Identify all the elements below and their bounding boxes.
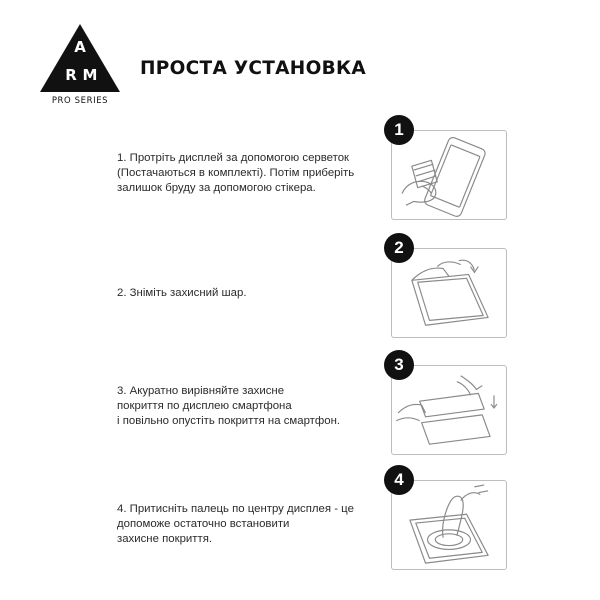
logo-letter-r: R — [65, 66, 77, 84]
arm-logo — [34, 22, 126, 106]
step-1-text — [117, 151, 385, 196]
step-1-illustration — [391, 130, 507, 220]
step-3-line-3: і повільно опустіть покриття на смартфон. — [117, 415, 341, 427]
press-center-icon — [392, 481, 506, 569]
step-1-line-1: 1. Протріть дисплей за допомогою серветок — [117, 152, 350, 164]
step-3-illustration — [391, 365, 507, 455]
step-4-text — [117, 502, 385, 547]
step-1-line-2: (Постачаються в комплекті). Потім приберіть — [117, 167, 355, 179]
step-4-illustration — [391, 480, 507, 570]
page-title: ПРОСТА УСТАНОВКА — [140, 58, 367, 79]
step-3-line-1: 3. Акуратно вирівняйте захисне — [117, 385, 285, 397]
step-3-line-2: покриття по дисплею смартфона — [117, 400, 292, 412]
step-4-line-3: захисне покриття. — [117, 533, 213, 545]
logo-letter-a: A — [74, 38, 86, 56]
logo-letter-m: M — [82, 66, 98, 84]
logo-subtitle: PRO SERIES — [51, 96, 109, 106]
step-2-illustration — [391, 248, 507, 338]
step-2-number-badge: 2 — [384, 233, 414, 263]
step-3-number-badge: 3 — [384, 350, 414, 380]
step-3-text — [117, 384, 385, 429]
step-4-number-badge: 4 — [384, 465, 414, 495]
peel-film-icon — [392, 249, 506, 337]
step-2-text — [117, 286, 385, 301]
step-1-line-3: залишок бруду за допомогою стікера. — [117, 182, 316, 194]
step-1-number-badge: 1 — [384, 115, 414, 145]
step-4-line-1: 4. Притисніть палець по центру дисплея - це — [117, 503, 354, 515]
wipe-screen-icon — [392, 131, 506, 219]
step-2-line-1: 2. Зніміть захисний шар. — [117, 287, 247, 299]
arm-triangle-logo — [34, 22, 126, 106]
step-4-line-2: допоможе остаточно встановити — [117, 518, 290, 530]
align-glass-icon — [392, 366, 506, 454]
